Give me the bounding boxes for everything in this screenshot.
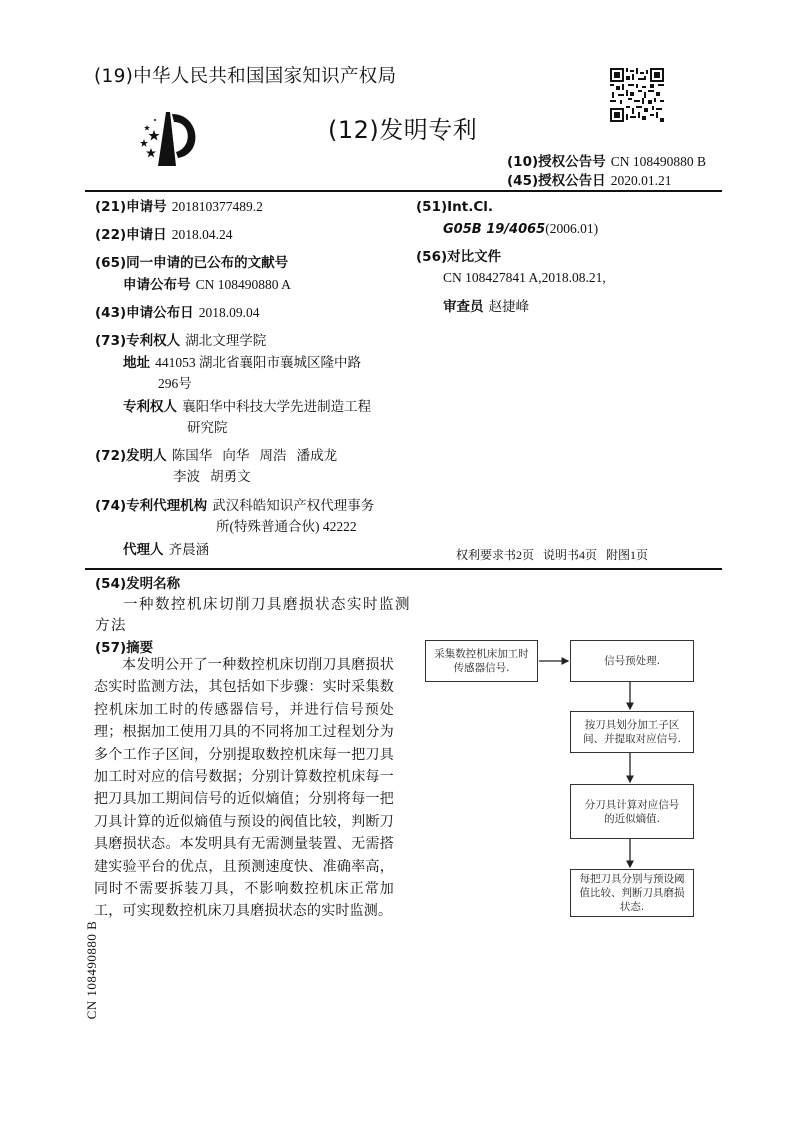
patentee-second (123, 397, 371, 416)
int-classification-version: (2006.01) (545, 221, 599, 236)
patentee (95, 331, 266, 350)
patentee-second-line1: 襄阳华中科技大学先进制造工程 (182, 399, 372, 414)
grant-pub-number (507, 152, 706, 171)
issuing-office: (19)中华人民共和国国家知识产权局 (94, 66, 397, 87)
inventors-line2: 李波 胡勇文 (173, 469, 251, 484)
publication-date-label: (43)申请公布日 (95, 305, 194, 321)
cnipa-logo-icon (134, 108, 206, 170)
page-counts: 权利要求书2页 说明书4页 附图1页 (456, 548, 649, 562)
abstract-label: (57)摘要 (95, 640, 154, 656)
application-date (95, 225, 232, 244)
patentee-label: (73)专利权人 (95, 333, 181, 349)
side-document-id: CN 108490880 B (84, 920, 99, 1020)
publication-date-value: 2018.09.04 (198, 305, 260, 320)
abstract-text: 本发明公开了一种数控机床切削刀具磨损状态实时监测方法，其包括如下步骤：实时采集数控机床加工时的传感器信号，并进行信号预处理；根据加工使用刀具的不同将加工过程划分为多个工作子区间，分别提取数控机床每一把刀具加工时对应的信号数据；分别计算数控机床每一把刀具加工期间信号的近似熵值；分别将每一把刀具计算的近似熵值与预设的阀值比较，判断刀具磨损状态。本发明具有无需测量装置、无需搭建实验平台的优点，且预测速度快、准确率高，同时不需要拆装刀具，不影响数控机床正常加工，可实现数控机床刀具磨损状态的实时监测。 (94, 658, 394, 920)
agent (123, 540, 209, 559)
application-date-label: (22)申请日 (95, 227, 167, 243)
examiner (443, 297, 529, 316)
address-line2: 296号 (158, 376, 192, 391)
publication-number (123, 275, 291, 294)
flow-step-3: 按刀具划分加工子区间、并提取对应信号. (570, 711, 694, 753)
publication-number-value: CN 108490880 A (195, 277, 291, 292)
same-application-label: (65)同一申请的已公布的文献号 (95, 255, 289, 271)
patent-agency-line1: 武汉科皓知识产权代理事务 (212, 498, 375, 513)
inventors-label: (72)发明人 (95, 448, 167, 464)
invention-title-line2: 方法 (95, 618, 127, 634)
address-line1: 441053 湖北省襄阳市襄城区隆中路 (155, 355, 361, 370)
application-date-value: 2018.04.24 (171, 227, 233, 242)
examiner-label: 审查员 (443, 299, 484, 315)
grant-pub-date-label: (45)授权公告日 (507, 173, 606, 189)
invention-title-heading (95, 574, 180, 593)
int-classification (443, 219, 598, 239)
grant-pub-number-label: (10)授权公告号 (507, 154, 606, 170)
application-number-value: 201810377489.2 (171, 199, 263, 214)
publication-number-label: 申请公布号 (123, 277, 191, 293)
patentee-second-label: 专利权人 (123, 399, 177, 415)
invention-title-line1: 一种数控机床切削刀具磨损状态实时监测 (123, 597, 411, 613)
agent-label: 代理人 (123, 542, 164, 558)
cited-references-heading (416, 247, 501, 266)
section-divider (85, 568, 722, 570)
patent-agency (95, 496, 374, 515)
int-classification-code: G05B 19/4065 (443, 222, 546, 237)
header-divider (85, 190, 722, 192)
int-classification-heading (416, 197, 493, 216)
publication-date (95, 303, 259, 322)
application-number (95, 197, 263, 216)
document-type: (12)发明专利 (328, 116, 478, 144)
agent-value: 齐晨涵 (168, 542, 210, 557)
cited-reference: CN 108427841 A,2018.08.21, (443, 270, 606, 285)
address (123, 353, 361, 372)
int-classification-label: (51)Int.Cl. (416, 199, 494, 215)
examiner-value: 赵捷峰 (488, 299, 530, 314)
flow-step-5: 每把刀具分别与预设阈值比较、判断刀具磨损状态. (570, 869, 694, 917)
flow-step-1: 采集数控机床加工时传感器信号. (425, 640, 538, 682)
inventors-line1: 陈国华 向华 周浩 潘成龙 (171, 448, 338, 463)
patentee-value: 湖北文理学院 (185, 333, 267, 348)
grant-pub-date-value: 2020.01.21 (610, 173, 672, 188)
flow-step-2: 信号预处理. (570, 640, 694, 682)
grant-pub-number-value: CN 108490880 B (610, 154, 706, 169)
patent-agency-line2: 所(特殊普通合伙) 42222 (216, 519, 357, 534)
same-application-heading (95, 253, 288, 272)
grant-pub-date (507, 171, 671, 190)
invention-title-label: (54)发明名称 (95, 576, 181, 592)
address-label: 地址 (123, 355, 150, 371)
patentee-second-line2: 研究院 (187, 420, 228, 435)
flow-step-4: 分刀具计算对应信号的近似熵值. (570, 784, 694, 839)
inventors (95, 446, 337, 465)
patent-agency-label: (74)专利代理机构 (95, 498, 208, 514)
qr-code-icon[interactable] (610, 68, 664, 122)
cited-references-label: (56)对比文件 (416, 249, 502, 265)
application-number-label: (21)申请号 (95, 199, 167, 215)
